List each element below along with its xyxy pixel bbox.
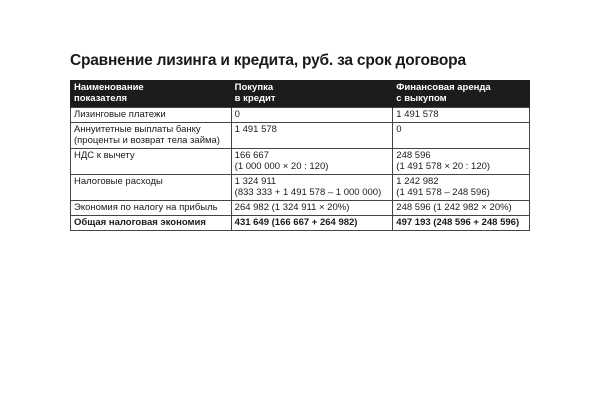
cell-line: 264 982 (1 324 911 × 20%): [234, 202, 350, 213]
cell-line: (1 491 578 – 248 596): [396, 187, 490, 198]
row-name-cell: [71, 175, 232, 201]
table-row: [71, 175, 530, 201]
cell-line: 431 649 (166 667 + 264 982): [234, 217, 358, 228]
table-row: [71, 123, 530, 149]
table-row-total: [71, 216, 530, 231]
row-credit-cell: [231, 201, 393, 216]
header-credit: [231, 80, 393, 108]
cell-line: 166 667: [234, 150, 269, 161]
header-lease-line1: Финансовая аренда: [396, 82, 491, 93]
row-credit-cell: [231, 149, 393, 175]
header-indicator: [71, 80, 232, 108]
cell-line: 1 491 578: [234, 124, 277, 135]
header-lease: [393, 80, 530, 108]
cell-line: 1 491 578: [396, 109, 439, 120]
cell-line: НДС к вычету: [74, 150, 135, 161]
cell-line: 0: [396, 124, 402, 135]
document-title: Сравнение лизинга и кредита, руб. за срок договора: [70, 52, 466, 69]
row-credit-cell: [231, 175, 393, 201]
header-indicator-line2: показателя: [74, 93, 128, 104]
row-lease-cell: [393, 108, 530, 123]
header-indicator-line1: Наименование: [74, 82, 144, 93]
cell-line: (833 333 + 1 491 578 – 1 000 000): [234, 187, 382, 198]
table-header-row: [71, 80, 530, 108]
row-lease-cell: [393, 149, 530, 175]
row-credit-cell: [231, 123, 393, 149]
cell-line: (1 000 000 × 20 : 120): [234, 161, 329, 172]
cell-line: (проценты и возврат тела займа): [74, 135, 220, 146]
row-credit-cell: [231, 108, 393, 123]
cell-line: 1 324 911: [234, 176, 277, 187]
cell-line: Аннуитетные выплаты банку: [74, 124, 201, 135]
cell-line: 248 596: [396, 150, 431, 161]
header-credit-line1: Покупка: [234, 82, 274, 93]
row-name-cell: [71, 201, 232, 216]
row-lease-cell: [393, 216, 530, 231]
cell-line: 1 242 982: [396, 176, 439, 187]
cell-line: Налоговые расходы: [74, 176, 163, 187]
cell-line: Экономия по налогу на прибыль: [74, 202, 218, 213]
cell-line: 497 193 (248 596 + 248 596): [396, 217, 520, 228]
row-lease-cell: [393, 123, 530, 149]
cell-line: 0: [234, 109, 240, 120]
cell-line: Лизинговые платежи: [74, 109, 166, 120]
table-row: [71, 149, 530, 175]
cell-line: Общая налоговая экономия: [74, 217, 206, 228]
table-row: [71, 108, 530, 123]
row-lease-cell: [393, 175, 530, 201]
table-row: [71, 201, 530, 216]
header-lease-line2: с выкупом: [396, 93, 447, 104]
row-lease-cell: [393, 201, 530, 216]
comparison-table: [70, 80, 530, 231]
header-credit-line2: в кредит: [234, 93, 276, 104]
row-name-cell: [71, 123, 232, 149]
row-name-cell: [71, 108, 232, 123]
cell-line: (1 491 578 × 20 : 120): [396, 161, 491, 172]
row-name-cell: [71, 149, 232, 175]
row-name-cell: [71, 216, 232, 231]
row-credit-cell: [231, 216, 393, 231]
cell-line: 248 596 (1 242 982 × 20%): [396, 202, 512, 213]
